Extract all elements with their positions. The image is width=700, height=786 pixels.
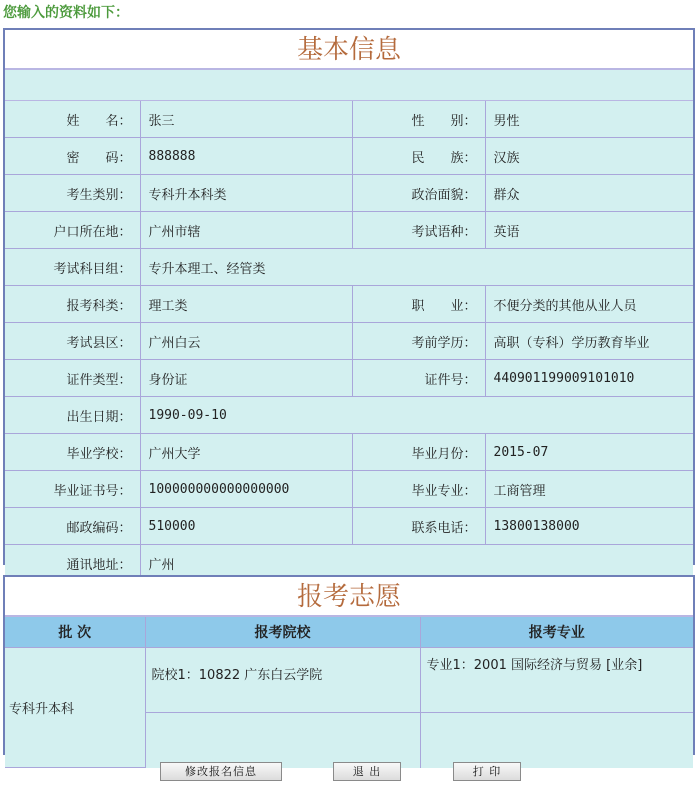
basic-info-spacer: [5, 70, 693, 101]
application-wish-panel: [3, 575, 695, 755]
wish-school: 院校1：10822 广东白云学院: [145, 648, 420, 713]
field-label: 密 码：: [5, 138, 140, 175]
field-label: 户口所在地：: [5, 212, 140, 249]
field-value: 工商管理: [485, 471, 693, 508]
info-row: [5, 286, 693, 323]
field-value: 身份证: [140, 360, 352, 397]
wish-header-row: [5, 617, 693, 648]
field-label: 联系电话：: [352, 508, 485, 545]
page-heading: 您输入的资料如下：: [3, 5, 129, 21]
wish-major-empty: [420, 712, 693, 767]
info-row: [5, 471, 693, 508]
basic-info-title: 基本信息: [5, 30, 693, 70]
field-label: 报考科类：: [5, 286, 140, 323]
field-label: 邮政编码：: [5, 508, 140, 545]
field-value: 广州大学: [140, 434, 352, 471]
field-label: 民 族：: [352, 138, 485, 175]
field-value: 广州: [140, 545, 693, 582]
field-value: 高职（专科）学历教育毕业: [485, 323, 693, 360]
field-value: 888888: [140, 138, 352, 175]
field-value: 2015-07: [485, 434, 693, 471]
field-label: 考生类别：: [5, 175, 140, 212]
info-row: [5, 360, 693, 397]
field-value: 不便分类的其他从业人员: [485, 286, 693, 323]
field-value: 理工类: [140, 286, 352, 323]
field-value: 群众: [485, 175, 693, 212]
wish-major: 专业1：2001 国际经济与贸易 [业余]: [420, 648, 693, 713]
field-label: 证件类型：: [5, 360, 140, 397]
field-value: 100000000000000000: [140, 471, 352, 508]
field-label: 证件号：: [352, 360, 485, 397]
field-value: 440901199009101010: [485, 360, 693, 397]
modify-info-button[interactable]: 修改报名信息: [160, 762, 282, 781]
field-label: 政治面貌：: [352, 175, 485, 212]
field-label: 毕业证书号：: [5, 471, 140, 508]
info-row: [5, 175, 693, 212]
wish-school-empty: [145, 712, 420, 767]
header-school: 报考院校: [145, 617, 420, 648]
wish-row: [5, 648, 693, 713]
field-label: 通讯地址：: [5, 545, 140, 582]
field-value: 男性: [485, 101, 693, 138]
info-row: [5, 138, 693, 175]
wish-title: 报考志愿: [5, 577, 693, 617]
header-batch: 批 次: [5, 617, 145, 648]
info-row: [5, 212, 693, 249]
field-label: 毕业专业：: [352, 471, 485, 508]
field-value: 专科升本科类: [140, 175, 352, 212]
field-value: 汉族: [485, 138, 693, 175]
wish-table: [5, 617, 693, 768]
field-label: 考前学历：: [352, 323, 485, 360]
field-label: 考试科目组：: [5, 249, 140, 286]
info-row: [5, 323, 693, 360]
info-row: [5, 434, 693, 471]
field-value: 510000: [140, 508, 352, 545]
field-value: 广州白云: [140, 323, 352, 360]
field-value: 英语: [485, 212, 693, 249]
field-value: 专升本理工、经管类: [140, 249, 693, 286]
exit-button[interactable]: 退 出: [333, 762, 401, 781]
field-value: 13800138000: [485, 508, 693, 545]
field-value: 张三: [140, 101, 352, 138]
info-row: [5, 397, 693, 434]
field-label: 考试语种：: [352, 212, 485, 249]
field-label: 姓 名：: [5, 101, 140, 138]
field-label: 出生日期：: [5, 397, 140, 434]
wish-batch: 专科升本科: [5, 648, 145, 768]
field-label: 毕业学校：: [5, 434, 140, 471]
print-button[interactable]: 打 印: [453, 762, 521, 781]
info-row: [5, 249, 693, 286]
field-label: 性 别：: [352, 101, 485, 138]
field-value: 广州市辖: [140, 212, 352, 249]
basic-info-panel: [3, 28, 695, 573]
field-label: 职 业：: [352, 286, 485, 323]
field-label: 考试县区：: [5, 323, 140, 360]
info-row: [5, 101, 693, 138]
header-major: 报考专业: [420, 617, 693, 648]
info-row: [5, 508, 693, 545]
basic-info-table: [5, 101, 693, 582]
field-label: 毕业月份：: [352, 434, 485, 471]
field-value: 1990-09-10: [140, 397, 693, 434]
action-bar: [0, 762, 700, 782]
